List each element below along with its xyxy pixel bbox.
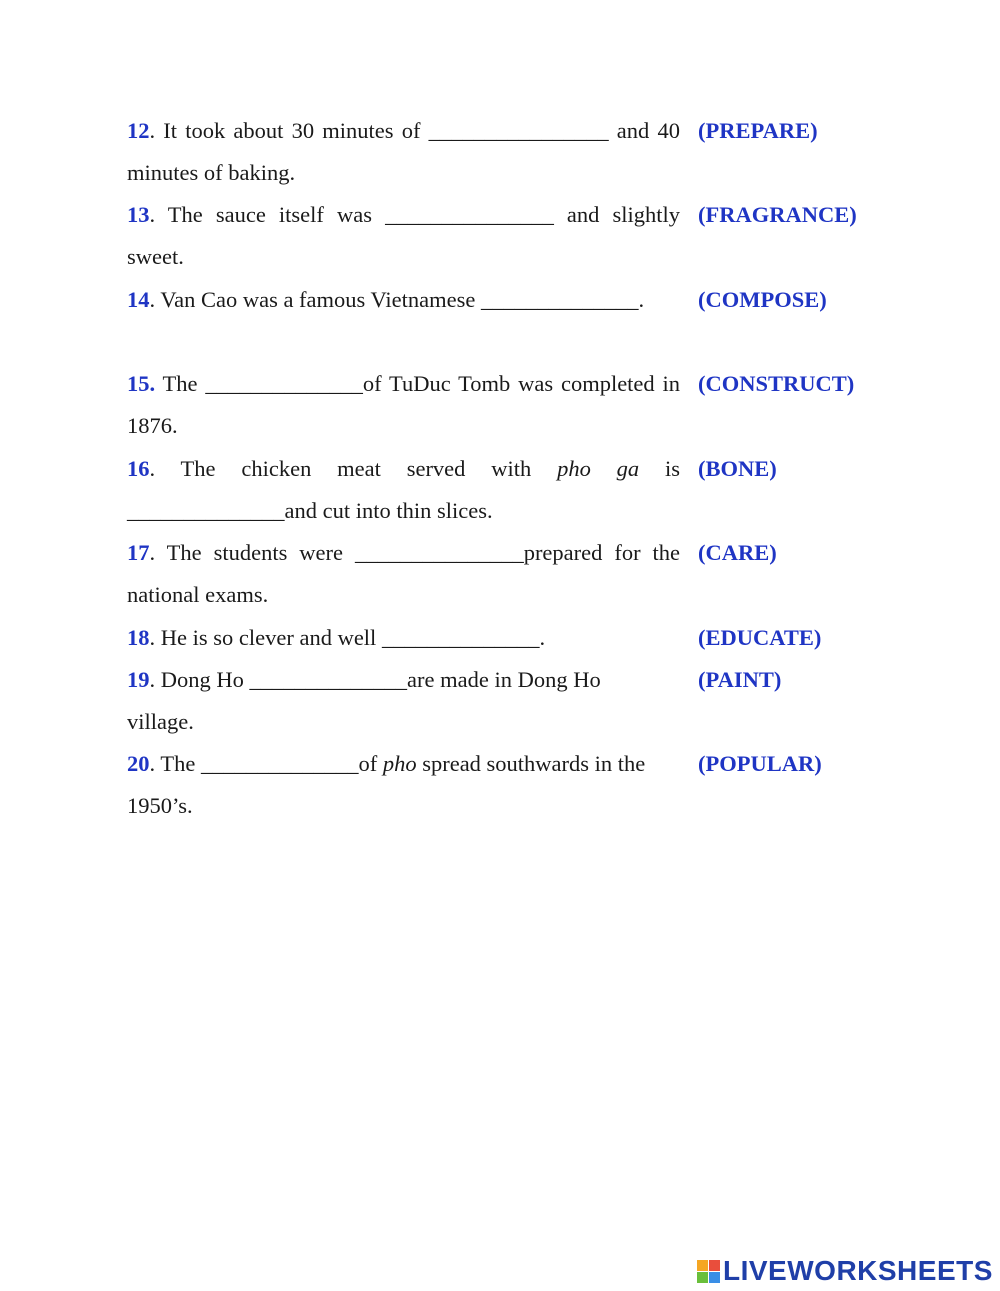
answer-blank[interactable]: ______________ [205,371,363,396]
question-number: 20 [127,751,150,776]
dish-name: pho ga [557,456,640,481]
question-text [127,448,680,532]
question-text [127,363,680,447]
question-text [127,617,680,659]
keyword-hint: (BONE) [698,456,777,481]
question-20 [127,743,887,827]
question-number: 17 [127,540,150,565]
liveworksheets-logo-icon [697,1260,720,1283]
question-14 [127,279,887,321]
question-number: 12 [127,118,150,143]
question-text [127,743,680,827]
question-prefix-2: is [639,456,680,481]
keyword-hint: (COMPOSE) [698,287,827,312]
question-17 [127,532,887,616]
question-12 [127,110,887,194]
question-prefix: . It took about 30 minutes of [149,118,429,143]
question-prefix: . Dong Ho [149,667,250,692]
answer-blank[interactable]: ______________ [249,667,407,692]
question-suffix: prepared for the national exams. [127,540,680,607]
question-prefix: . He is so clever and well [149,625,382,650]
answer-blank[interactable]: ______________ [381,625,540,650]
keyword-hint: (FRAGRANCE) [698,202,857,227]
question-suffix: and slightly sweet. [127,202,680,269]
question-suffix: . [539,625,546,650]
keyword-hint: (POPULAR) [698,751,822,776]
question-number: 13 [127,202,150,227]
answer-blank[interactable]: ______________ [481,287,639,312]
answer-blank[interactable]: ________________ [428,118,609,143]
question-suffix: . [638,287,645,312]
answer-blank[interactable]: _______________ [354,540,524,565]
question-suffix: and cut into thin slices. [284,498,493,523]
keyword-hint: (PAINT) [698,667,782,692]
question-prefix: . The chicken meat served with [149,456,558,481]
question-number: 16 [127,456,150,481]
question-15 [127,363,887,447]
question-number: 18 [127,625,150,650]
answer-blank[interactable]: _______________ [385,202,554,227]
question-text [127,194,680,278]
keyword-hint: (EDUCATE) [698,625,822,650]
question-suffix: spread southwards in the 1950’s. [127,751,646,818]
logo-text: LIVEWORKSHEETS [723,1255,993,1286]
keyword-hint: (CARE) [698,540,777,565]
question-prefix: . Van Cao was a famous Vietnamese [149,287,481,312]
dish-name: pho [382,751,417,776]
question-number: 14 [127,287,150,312]
answer-blank[interactable]: ______________ [127,498,285,523]
question-text [127,659,647,743]
question-19 [127,659,887,743]
question-prefix: . The [149,751,201,776]
question-prefix: . The sauce itself was [149,202,386,227]
keyword-hint: (CONSTRUCT) [698,371,855,396]
question-text [127,532,680,616]
question-13 [127,194,887,278]
question-number: 15. [127,371,156,396]
liveworksheets-logo [697,1254,993,1288]
answer-blank[interactable]: ______________ [200,751,359,776]
question-text [127,279,680,321]
question-number: 19 [127,667,150,692]
keyword-hint: (PREPARE) [698,118,818,143]
question-suffix: are made in Dong Ho village. [127,667,601,734]
question-suffix: and 40 minutes of baking. [127,118,680,185]
question-18 [127,617,887,659]
question-prefix: The [155,371,206,396]
question-16 [127,448,887,532]
question-suffix: of TuDuc Tomb was completed in 1876. [127,371,680,438]
question-mid: of [358,751,383,776]
question-prefix: . The students were [149,540,355,565]
question-text [127,110,680,194]
